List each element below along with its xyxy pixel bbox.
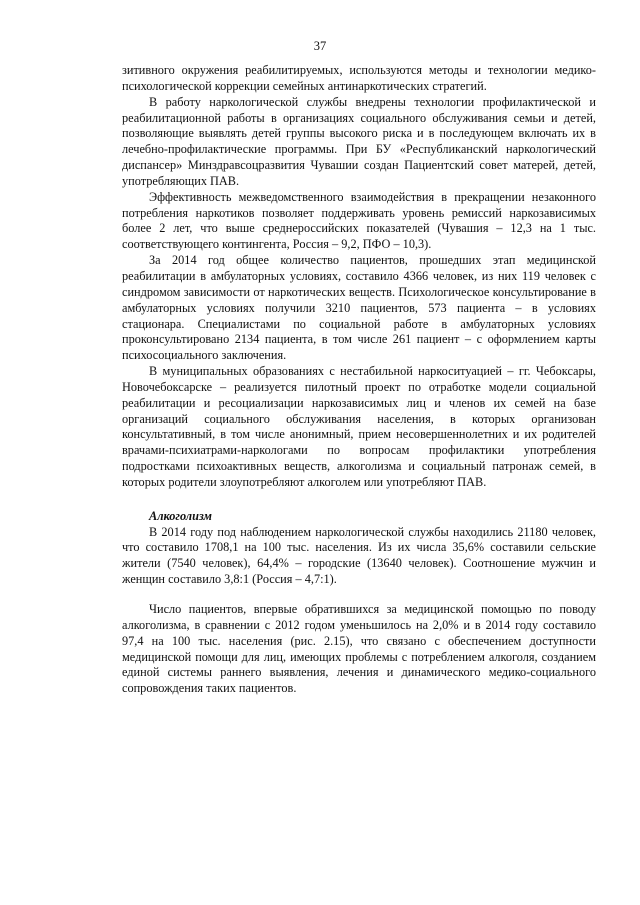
body-paragraph: За 2014 год общее количество пациентов, прошедших этап медицинской реабилитации в амбулаторных условиях, составило 4366 человек, из них 119 человек с синдромом зависимости от наркотических веществ. Психологическое консультирование в амбулаторных условиях получили 3210 пациентов, 573 пациента – в условиях стационара. Специалистами по социальной работе в амбулаторных условиях проконсультировано 2134 пациента, в том числе 261 пациент – с оформлением карты психосоциального заключения. <box>122 253 596 363</box>
body-paragraph: Эффективность межведомственного взаимодействия в прекращении незаконного потребления наркотиков позволяет поддерживать уровень ремиссий наркозависимых более 2 лет, что выше среднероссийских показателей (Чувашия – 12,3 на 1 тыс. соответствующего контингента, Россия – 9,2, ПФО – 10,3). <box>122 189 596 252</box>
body-paragraph: зитивного окружения реабилитируемых, используются методы и технологии медико-психологической коррекции семейных антинаркотических стратегий. <box>122 63 596 93</box>
section-heading: Алкоголизм <box>149 508 212 523</box>
body-paragraph: В муниципальных образованиях с нестабильной наркоситуацией – гг. Чебоксары, Новочебоксарске – реализуется пилотный проект по отработке модели социальной реабилитации и ресоциализации наркозависимых лиц и членов их семей на базе организаций социального обслуживания населения, в которых организован консультативный, в том числе анонимный, прием несовершеннолетних и их родителей врачами-психиатрами-наркологами по вопросам профилактики употребления подростками психоактивных веществ, алкоголизма и социальный патронаж семей, в которых родители злоупотребляют алкоголем или употребляют ПАВ. <box>122 364 596 489</box>
section-paragraph: Число пациентов, впервые обратившихся за медицинской помощью по поводу алкоголизма, в сравнении с 2012 годом уменьшилось на 2,0% и в 2014 году составило 97,4 на 100 тыс. населения (рис. 2.15), что связано с обеспечением доступности медицинской помощи для лиц, имеющих проблемы с потреблением алкоголя, созданием единой системы раннего выявления, лечения и динамического медико-социального сопровождения таких пациентов. <box>122 602 596 696</box>
document-body <box>122 63 596 697</box>
body-paragraph: В работу наркологической службы внедрены технологии профилактической и реабилитационной работы в организациях социального обслуживания семьи и детей, позволяющие выявлять детей группы высокого риска и в последующем включать их в лечебно-профилактические программы. При БУ «Республиканский наркологический диспансер» Минздравсоцразвития Чувашии создан Пациентский совет матерей, детей, употребляющих ПАВ. <box>122 94 596 188</box>
section-paragraph: В 2014 году под наблюдением наркологической службы находились 21180 человек, что составило 1708,1 на 100 тыс. населения. Из их числа 35,6% составили сельские жители (7540 человек), 64,4% – городские (13640 человек). Соотношение мужчин и женщин составило 3,8:1 (Россия – 4,7:1). <box>122 524 596 587</box>
page-number: 37 <box>313 39 327 53</box>
